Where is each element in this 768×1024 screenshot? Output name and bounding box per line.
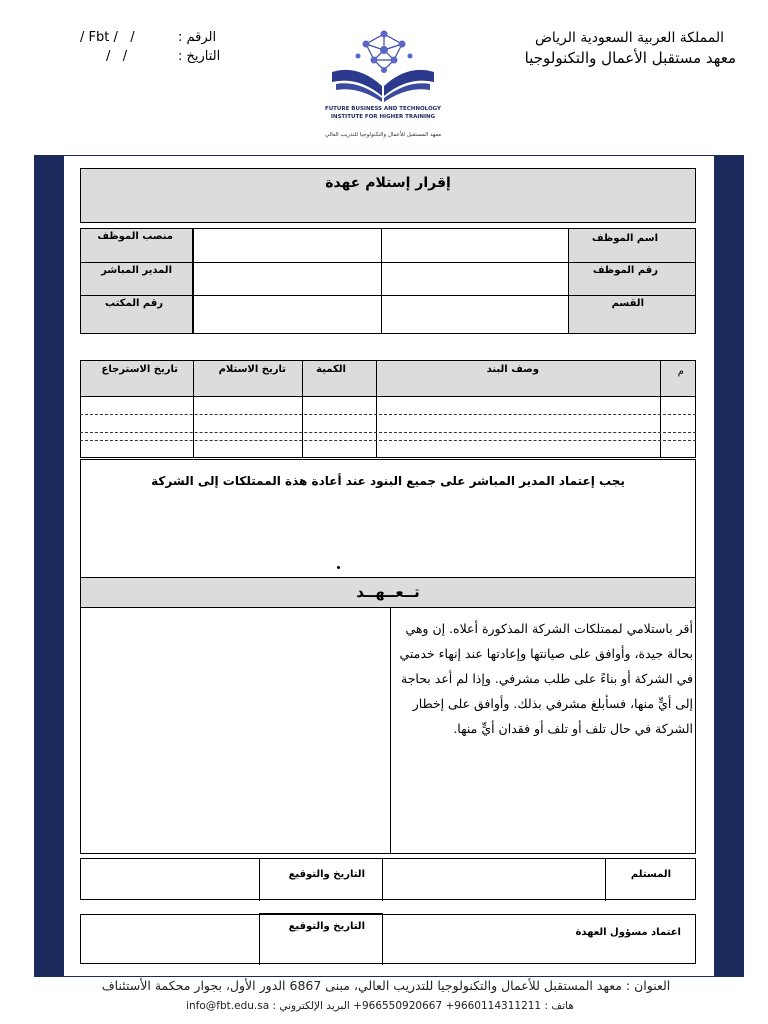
footer-contact: هاتف : 9660114311211+ 966550920667+ البريد الإلكتروني : info@fbt.edu.sa [186,1000,574,1012]
left-frame-bar [34,156,64,976]
employee-position-label: منصب الموظف [97,231,173,242]
pledge-title: تــعــهــد [356,583,420,601]
items-table [80,360,696,458]
col-description-header: وصف البند [486,364,539,375]
date-value: / / [106,49,128,64]
date-signature-label-1: التاريخ والتوقيع [288,869,365,880]
col-return-date-header: تاريخ الاسترجاع [101,364,178,375]
pledge-text: أقر باستلامي لممتلكات الشركة المذكورة أعلاه. إن وهي بحالة جيدة، وأوافق على صيانتها وإعادتها عند إنهاء خدمتي في الشركة أو بناءً على طلب مشرفي. وإذا لم أعد بحاجة إلى أيٍّ منها، فسأبلغ مشرفي بذلك. وأوافق على إخطار الشركة في حال تلف أو تلف أو فقدان أيٍّ منها. [399,621,693,736]
table-row[interactable] [81,398,695,414]
employee-name-label: اسم الموظف [591,233,658,244]
recipient-signature-row [80,858,696,900]
logo-text-en-2: INSTITUTE FOR HIGHER TRAINING [330,114,436,120]
approval-note-box [80,459,696,577]
office-number-field[interactable] [194,296,380,333]
ref-label: الرقم : [178,30,217,45]
employee-name-field[interactable] [382,229,567,261]
recipient-label: المستلم [630,869,671,880]
approval-note: يجب إعتماد المدير المباشر على جميع البنود عند أعادة هذة الممتلكات إلى الشركة [151,474,625,488]
custody-signature-field[interactable] [82,916,258,964]
employee-position-field[interactable] [194,229,380,261]
employee-number-field[interactable] [382,263,567,294]
pledge-signature-area[interactable] [82,609,388,852]
logo-network-book-icon [318,26,448,106]
department-field[interactable] [382,296,567,333]
logo-text-ar: معهد المستقبل للأعمال والتكنولوجيا للتدريب العالي [324,132,442,138]
employee-number-label: رقم الموظف [592,265,658,276]
form-title: إقرار إستلام عهدة [325,175,451,191]
office-number-label: رقم المكتب [105,298,163,309]
table-row[interactable] [81,441,695,457]
col-receipt-date-header: تاريخ الاستلام [218,364,286,375]
pledge-title-box [80,577,696,608]
country-line: المملكة العربية السعودية الرياض [534,30,724,46]
footer-address: العنوان : معهد المستقبل للأعمال والتكنولوجيا للتدريب العالي، مبنى 6867 الدور الأول، بجوار محكمة الأستئناف [101,978,671,993]
employee-info-table [80,228,696,334]
right-frame-bar [714,156,744,976]
pledge-body [80,608,696,854]
logo-text-en-1: FUTURE BUSINESS AND TECHNOLOGY [324,106,442,112]
custody-approval-label: اعتماد مسؤول العهدة [575,927,681,938]
footer-divider [34,976,744,977]
date-label: التاريخ : [178,49,221,64]
table-row[interactable] [81,415,695,431]
direct-manager-label: المدير المباشر [101,265,172,276]
recipient-name-field[interactable] [383,860,604,900]
institute-logo [318,26,448,148]
recipient-signature-field[interactable] [82,860,258,900]
department-label: القسم [611,298,644,309]
date-signature-label-2: التاريخ والتوقيع [288,921,365,932]
col-index-header: م [677,366,684,377]
custody-approval-row [80,914,696,964]
ref-value: / Fbt / / [80,30,135,45]
col-quantity-header: الكمية [316,364,346,375]
institute-name: معهد مستقبل الأعمال والتكنولوجيا [524,49,736,67]
direct-manager-field[interactable] [194,263,380,294]
form-title-box [80,168,696,223]
top-frame-line [34,155,744,156]
custody-approver-field[interactable] [383,916,583,964]
dot-mark [337,566,340,569]
